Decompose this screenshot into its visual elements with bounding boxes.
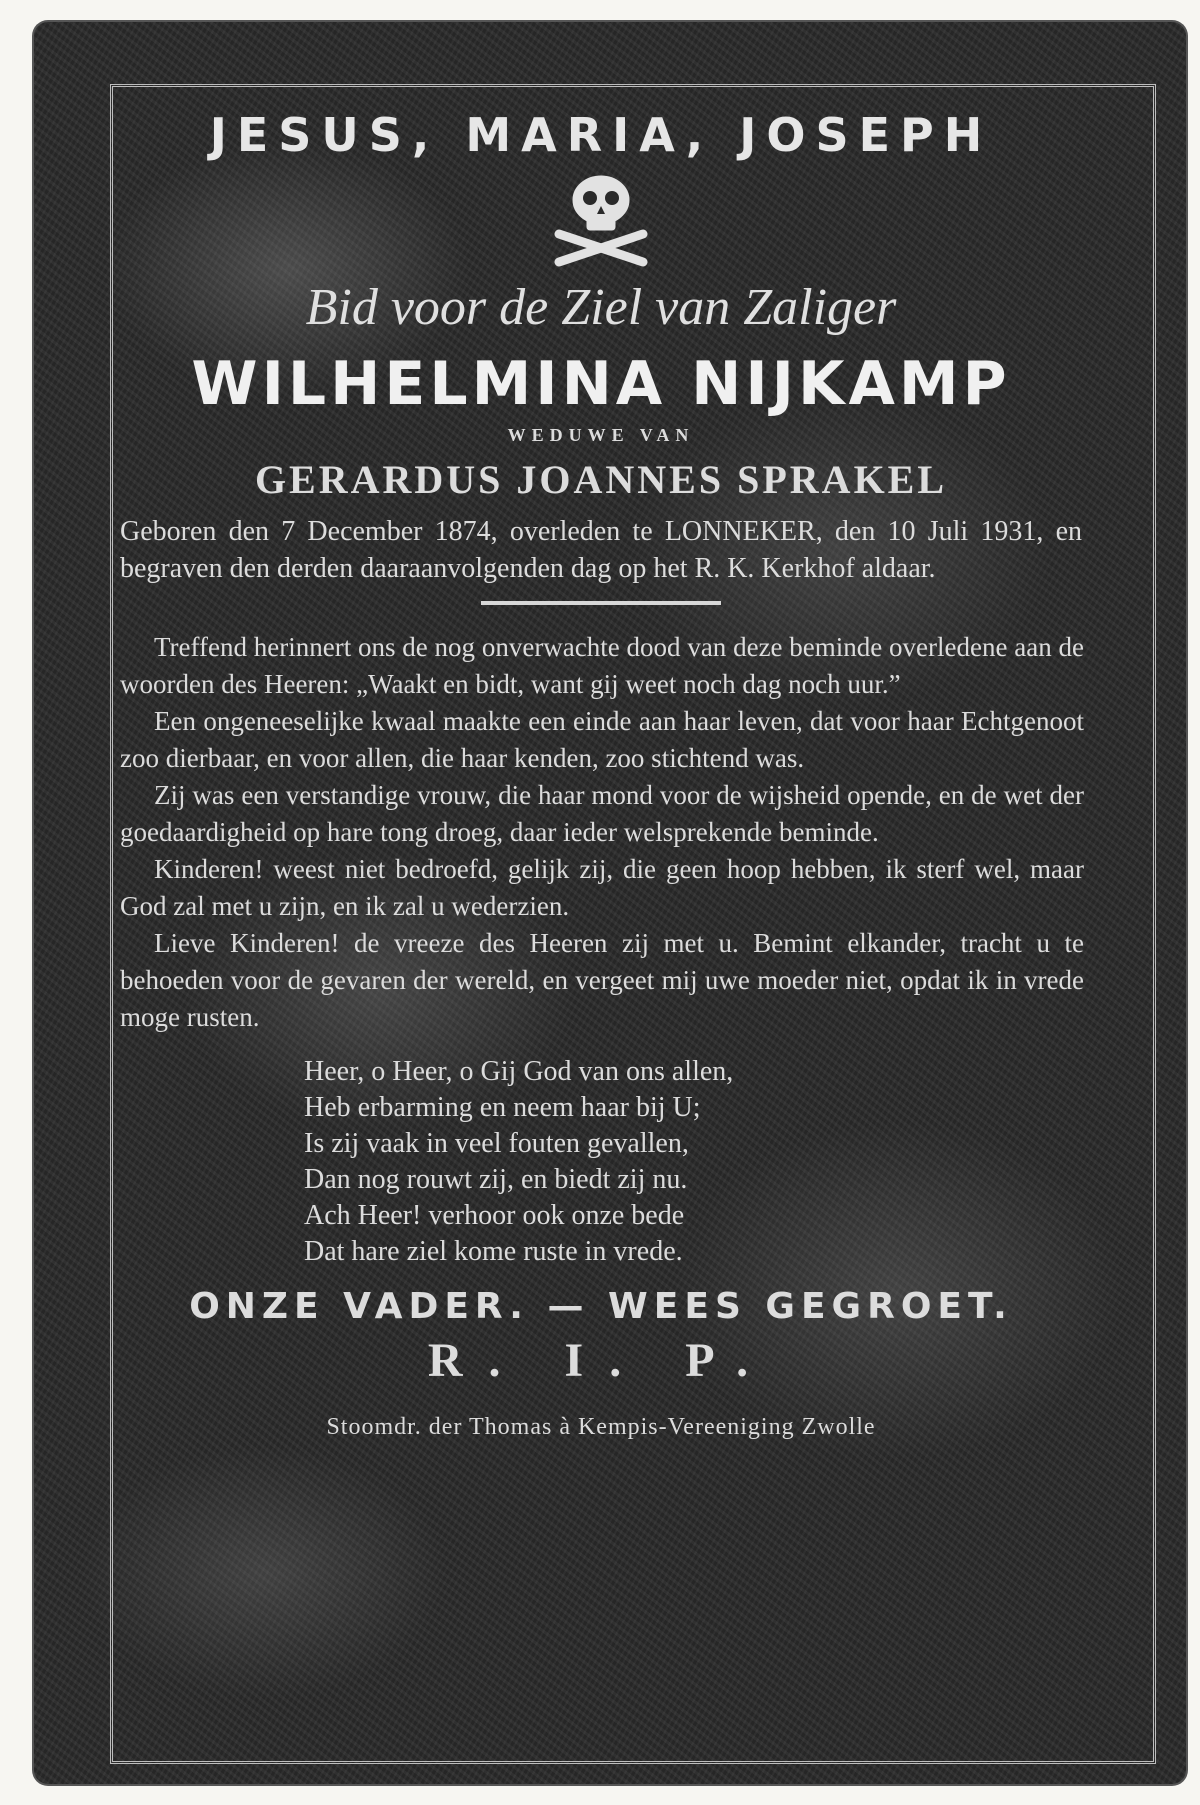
poem-line: Dan nog rouwt zij, en biedt zij nu.	[304, 1164, 688, 1195]
poem-line: Heer, o Heer, o Gij God van ons allen,	[304, 1056, 734, 1087]
divider-rule	[481, 601, 721, 605]
skull-crossbones-icon	[541, 168, 661, 268]
poem-line: Heb erbarming en neem haar bij U;	[304, 1092, 701, 1123]
paragraph: Lieve Kinderen! de vreeze des Heeren zij met u. Bemint elkander, tracht u te behoeden voor de gevaren der wereld, en vergeet mij uwe moeder niet, opdat ik in vrede moge rusten.	[120, 928, 1084, 1032]
poem-line: Dat hare ziel kome ruste in vrede.	[304, 1236, 683, 1267]
deceased-name: WILHELMINA NIJKAMP	[191, 349, 1011, 419]
widow-label: WEDUWE VAN	[507, 425, 695, 445]
poem	[304, 1054, 1106, 1270]
spouse-name: GERARDUS JOANNES SPRAKEL	[254, 457, 948, 502]
invocation: Bid voor de Ziel van Zaliger	[305, 279, 897, 336]
poem-line: Is zij vaak in veel fouten gevallen,	[304, 1128, 689, 1159]
printer-credit: Stoomdr. der Thomas à Kempis-Vereeniging Zwolle	[326, 1414, 876, 1440]
rip-text: R. I. P.	[427, 1334, 775, 1387]
paragraph: Kinderen! weest niet bedroefd, gelijk zij, die geen hoop hebben, ik sterf wel, maar God zal met u zijn, en ik zal u wederzien.	[120, 854, 1084, 921]
paragraph: Treffend herinnert ons de nog onverwachte dood van deze beminde overledene aan de woorden des Heeren: „Waakt en bidt, want gij weet noch dag noch uur.”	[120, 632, 1084, 699]
paragraph: Een ongeneeselijke kwaal maakte een einde aan haar leven, dat voor haar Echtgenoot zoo dierbaar, en voor allen, die haar kenden, zoo stichtend was.	[120, 706, 1084, 773]
poem-line: Ach Heer! verhoor ook onze bede	[304, 1200, 685, 1231]
birth-death-text: Geboren den 7 December 1874, overleden te LONNEKER, den 10 Juli 1931, en begraven den derden daaraanvolgenden dag op het R. K. Kerkhof aldaar.	[120, 516, 1082, 584]
prayer-line: ONZE VADER. — WEES GEGROET.	[189, 1286, 1013, 1327]
paragraph: Zij was een verstandige vrouw, die haar mond voor de wijsheid opende, en de wet der goedaardigheid op hare tong droeg, daar ieder welsprekende beminde.	[120, 780, 1084, 847]
card-content	[96, 88, 1106, 1441]
card-header: JESUS, MARIA, JOSEPH	[209, 108, 993, 162]
